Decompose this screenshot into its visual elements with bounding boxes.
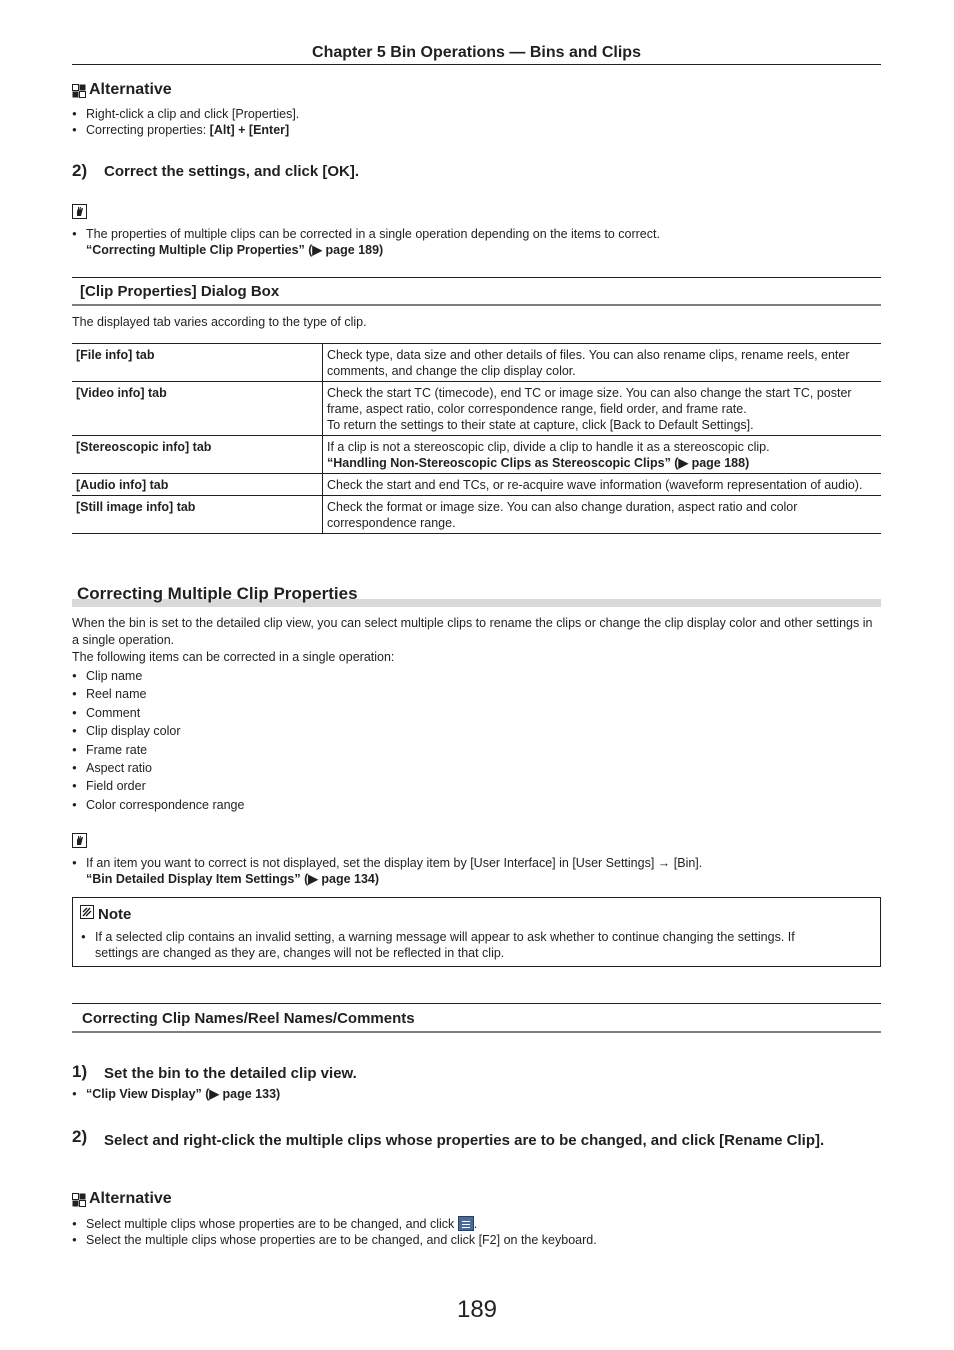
list-item: ● Select multiple clips whose properties are to be changed, and click . — [72, 1216, 597, 1232]
list-item-text: Correcting properties: — [86, 123, 210, 137]
hint-list — [72, 855, 881, 887]
alternative-icon — [72, 1193, 85, 1206]
section-heading-clip-names — [72, 1003, 881, 1033]
link-text: “Correcting Multiple Clip Properties” ( — [86, 243, 313, 257]
rename-clip-toolbar-icon[interactable] — [458, 1216, 474, 1231]
list-item: ● Clip display color — [72, 722, 244, 740]
list-item: ● Right-click a clip and click [Properties]. — [72, 106, 299, 122]
table-desc: Check the start and end TCs, or re-acquire wave information (waveform representation of audio). — [323, 474, 882, 496]
step-number: 1) — [72, 1062, 88, 1081]
page-link[interactable] — [86, 871, 881, 887]
hint-list — [72, 226, 881, 258]
page-header: Chapter 5 Bin Operations — Bins and Clips — [72, 44, 881, 65]
table-desc: Check the format or image size. You can also change duration, aspect ratio and color correspondence range. — [323, 496, 882, 534]
list-item-text: Select multiple clips whose properties are to be changed, and click — [86, 1217, 458, 1231]
step-2-rename — [72, 1127, 881, 1153]
table-row — [72, 344, 881, 382]
section-title: [Clip Properties] Dialog Box — [80, 283, 280, 300]
list-item: ● Select the multiple clips whose properties are to be changed, and click [F2] on the keyboard. — [72, 1232, 597, 1248]
link-text: “Bin Detailed Display Item Settings” ( — [86, 872, 309, 886]
alternative-heading — [72, 81, 172, 99]
arrow-right-icon: ▶ — [678, 456, 689, 470]
link-page: page 189) — [322, 243, 384, 257]
alternative-heading — [72, 1190, 172, 1208]
table-desc-text: To return the settings to their state at capture, click [Back to Default Settings]. — [327, 418, 754, 432]
page-link[interactable] — [327, 455, 877, 471]
alternative-icon — [72, 84, 85, 97]
step-1-set-view — [72, 1062, 357, 1082]
table-key: [Video info] tab — [72, 382, 323, 436]
section-title: Correcting Clip Names/Reel Names/Comments — [82, 1010, 415, 1027]
alternative-label: Alternative — [89, 81, 172, 98]
list-item — [72, 122, 299, 138]
arrow-right-icon: ▶ — [308, 872, 318, 886]
note-heading — [80, 905, 131, 923]
list-item — [72, 226, 881, 258]
table-desc — [323, 436, 882, 474]
step-number: 2) — [72, 161, 88, 180]
list-item — [72, 1086, 280, 1102]
note-icon — [80, 905, 94, 923]
hint-text: ● The properties of multiple clips can be corrected in a single operation depending on the items to correct. — [86, 227, 660, 241]
page-link[interactable] — [86, 1087, 280, 1101]
step-1-list — [72, 1086, 280, 1102]
hint-icon — [72, 833, 87, 848]
table-row — [72, 382, 881, 436]
table-key: [Stereoscopic info] tab — [72, 436, 323, 474]
list-item: ● Frame rate — [72, 741, 244, 759]
table-desc-text: If a clip is not a stereoscopic clip, divide a clip to handle it as a stereoscopic clip. — [327, 440, 770, 454]
table-desc — [323, 382, 882, 436]
page-link[interactable] — [86, 242, 881, 258]
list-item: ● Clip name — [72, 667, 244, 685]
list-item: ● Color correspondence range — [72, 796, 244, 814]
table-row — [72, 496, 881, 534]
shortcut-keys: [Alt] + [Enter] — [209, 123, 290, 137]
note-list — [81, 929, 841, 961]
arrow-right-icon: ▶ — [312, 243, 323, 257]
list-item: ● Field order — [72, 777, 244, 795]
list-item: ● If a selected clip contains an invalid setting, a warning message will appear to ask whether to continue changing the settings. If settings are changed as they are, changes will not be reflected in that clip. — [81, 929, 841, 961]
table-row — [72, 474, 881, 496]
step-text: Select and right-click the multiple clips whose properties are to be changed, and click [Rename Clip]. — [104, 1132, 825, 1149]
arrow-right-icon: ▶ — [209, 1087, 220, 1101]
step-2-correct — [72, 161, 359, 181]
list-item: ● Reel name — [72, 685, 244, 703]
step-text: Set the bin to the detailed clip view. — [104, 1065, 357, 1082]
section-paragraph: When the bin is set to the detailed clip view, you can select multiple clips to rename the clips or change the clip display color and other settings in a single operation. — [72, 616, 873, 647]
list-item: ● Aspect ratio — [72, 759, 244, 777]
list-item — [72, 855, 881, 887]
note-title: Note — [98, 905, 132, 923]
table-key: [Still image info] tab — [72, 496, 323, 534]
step-text: Correct the settings, and click [OK]. — [104, 163, 360, 180]
link-text: “Clip View Display” ( — [86, 1087, 210, 1101]
table-key: [File info] tab — [72, 344, 323, 382]
table-key: [Audio info] tab — [72, 474, 323, 496]
section-intro: The displayed tab varies according to the type of clip. — [72, 315, 367, 329]
alternative-list — [72, 1216, 597, 1248]
table-desc: Check type, data size and other details of files. You can also rename clips, rename reels, enter comments, and change the clip display color. — [323, 344, 882, 382]
alternative-list — [72, 106, 299, 138]
alternative-label: Alternative — [89, 1190, 172, 1207]
link-page: page 133) — [219, 1087, 281, 1101]
correctable-items-list — [72, 667, 244, 814]
table-row — [72, 436, 881, 474]
link-page: page 188) — [688, 456, 750, 470]
table-desc-text: Check the start TC (timecode), end TC or image size. You can also change the start TC, poster frame, aspect ratio, color correspondence range, field order, and frame rate. — [327, 386, 852, 416]
link-text: “Handling Non-Stereoscopic Clips as Stereoscopic Clips” ( — [327, 456, 679, 470]
section-paragraph: The following items can be corrected in a single operation: — [72, 650, 395, 664]
hint-icon — [72, 204, 87, 219]
clip-properties-table — [72, 343, 881, 534]
link-page: page 134) — [317, 872, 380, 886]
section-heading-multiple-clips: Correcting Multiple Clip Properties — [77, 584, 358, 603]
hint-text: ● If an item you want to correct is not displayed, set the display item by [User Interface] in [User Settings] → [Bin]. — [86, 856, 703, 870]
note-box — [72, 897, 881, 967]
page-number: 189 — [456, 1296, 498, 1323]
list-item: ● Comment — [72, 704, 244, 722]
section-heading-clip-properties — [72, 277, 881, 306]
step-number: 2) — [72, 1127, 88, 1146]
